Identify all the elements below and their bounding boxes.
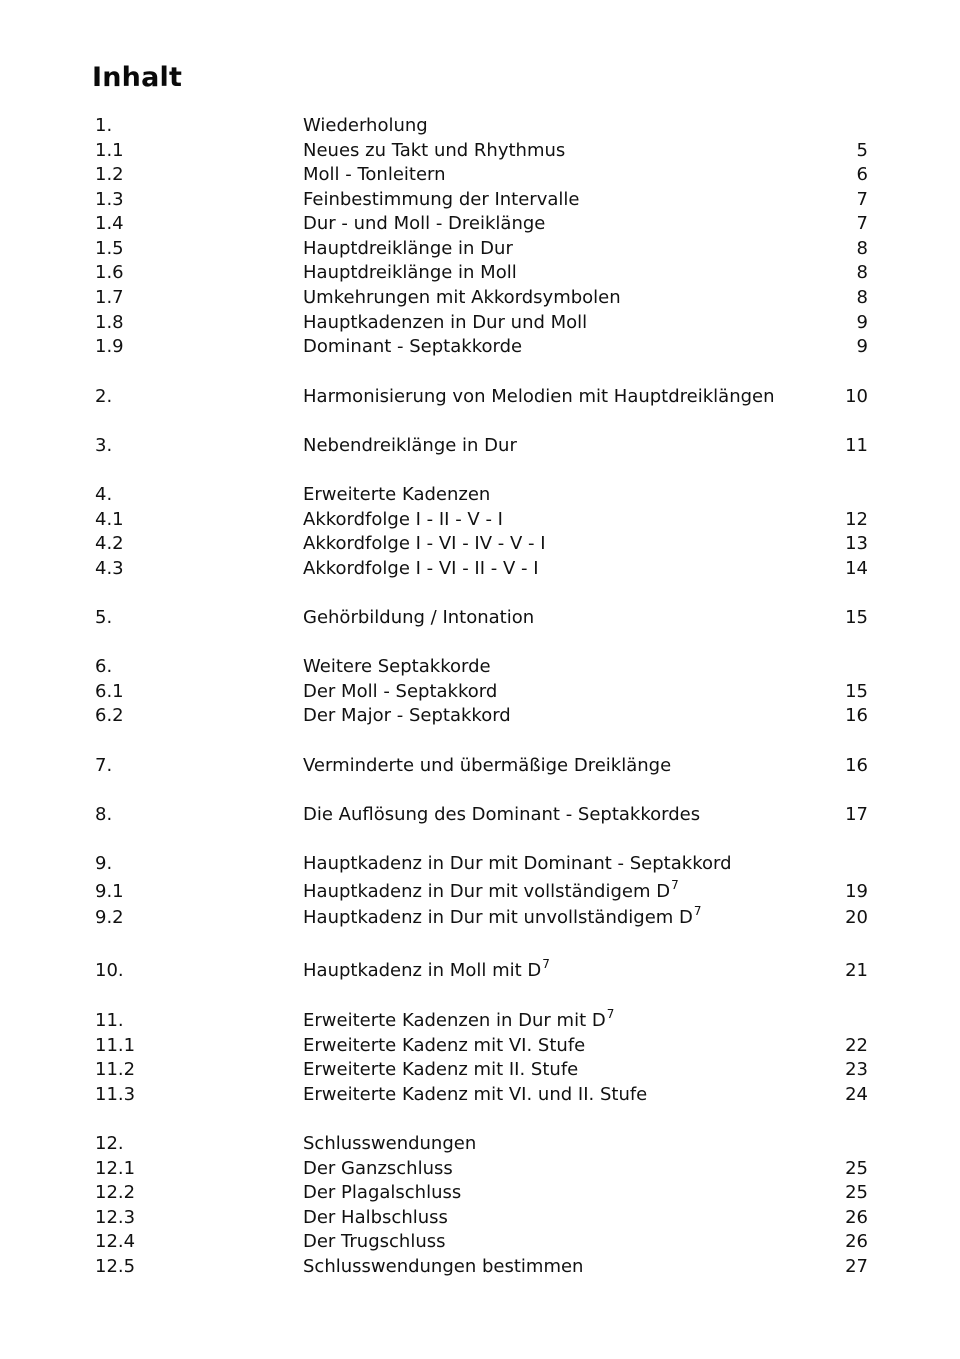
toc-entry-number: 3. xyxy=(95,435,113,456)
toc-entry-number: 4.3 xyxy=(95,558,124,579)
toc-entry-page-number: 24 xyxy=(845,1084,868,1105)
toc-entry-page-number: 11 xyxy=(845,435,868,456)
toc-entry xyxy=(0,1255,960,1279)
toc-entry-number: 5. xyxy=(95,607,113,628)
toc-entry-page-number: 8 xyxy=(856,238,868,259)
toc-entry-number: 11.1 xyxy=(95,1035,136,1056)
toc-entry-number: 6. xyxy=(95,656,113,677)
toc-entry-title: Der Trugschluss xyxy=(303,1231,446,1252)
toc-entry-title: Erweiterte Kadenz mit VI. Stufe xyxy=(303,1035,586,1056)
toc-entry xyxy=(0,434,960,458)
toc-entry-title: Hauptkadenz in Dur mit Dominant - Septakkord xyxy=(303,853,732,874)
toc-entry-title: Schlusswendungen bestimmen xyxy=(303,1256,584,1277)
toc-entry-title: Hauptdreiklänge in Dur xyxy=(303,238,513,259)
toc-entry-title: Akkordfolge I - II - V - I xyxy=(303,509,503,530)
toc-entry-number: 12. xyxy=(95,1133,124,1154)
toc-entry-title: Hauptkadenzen in Dur und Moll xyxy=(303,312,588,333)
toc-entry-page-number: 15 xyxy=(845,681,868,702)
toc-entry-title: Akkordfolge I - VI - II - V - I xyxy=(303,558,539,579)
toc-entry-title: Hauptdreiklänge in Moll xyxy=(303,262,517,283)
toc-entry-number: 4. xyxy=(95,484,113,505)
toc-entry-number: 8. xyxy=(95,804,113,825)
toc-entry xyxy=(0,959,960,983)
toc-entry-title: Erweiterte Kadenz mit II. Stufe xyxy=(303,1059,579,1080)
toc-entry-page-number: 14 xyxy=(845,558,868,579)
toc-entry xyxy=(0,335,960,359)
toc-entry-title: Der Ganzschluss xyxy=(303,1158,453,1179)
toc-entry-title: Erweiterte Kadenzen in Dur mit $D^7$ xyxy=(303,1007,615,1031)
toc-entry xyxy=(0,704,960,728)
toc-entry xyxy=(0,1230,960,1254)
toc-entry xyxy=(0,1132,960,1156)
toc-entry-page-number: 25 xyxy=(845,1182,868,1203)
toc-entry-number: 12.1 xyxy=(95,1158,136,1179)
toc-entry xyxy=(0,286,960,310)
toc-entry-superscript: 7 xyxy=(671,878,679,892)
toc-entry-page-number: 21 xyxy=(845,960,868,981)
toc-entry-title: Wiederholung xyxy=(303,115,428,136)
toc-entry xyxy=(0,139,960,163)
toc-entry xyxy=(0,606,960,630)
toc-entry-title: Die Auflösung des Dominant - Septakkordes xyxy=(303,804,701,825)
toc-entry-page-number: 7 xyxy=(856,189,868,210)
toc-entry xyxy=(0,880,960,904)
toc-entry-number: 9.2 xyxy=(95,907,124,928)
toc-entry xyxy=(0,508,960,532)
toc-entry-number: 6.2 xyxy=(95,705,124,726)
toc-entry-number: 12.4 xyxy=(95,1231,136,1252)
toc-entry-page-number: 19 xyxy=(845,881,868,902)
toc-entry-page-number: 9 xyxy=(856,312,868,333)
toc-entry xyxy=(0,1034,960,1058)
toc-entry xyxy=(0,163,960,187)
toc-entry-number: 6.1 xyxy=(95,681,124,702)
toc-entry xyxy=(0,1083,960,1107)
toc-entry xyxy=(0,1157,960,1181)
toc-entry-title: Schlusswendungen xyxy=(303,1133,477,1154)
toc-entry-number: 1.9 xyxy=(95,336,124,357)
toc-entry-number: 9. xyxy=(95,853,113,874)
toc-entry-number: 1.2 xyxy=(95,164,124,185)
toc-entry xyxy=(0,1181,960,1205)
toc-entry-number: 4.1 xyxy=(95,509,124,530)
toc-entry-title: Akkordfolge I - VI - IV - V - I xyxy=(303,533,546,554)
toc-entry-page-number: 7 xyxy=(856,213,868,234)
toc-entry-title: Gehörbildung / Intonation xyxy=(303,607,535,628)
toc-entry-page-number: 26 xyxy=(845,1207,868,1228)
toc-entry-title: Dominant - Septakkorde xyxy=(303,336,523,357)
toc-entry xyxy=(0,212,960,236)
toc-entry-title: Hauptkadenz in Moll mit $D^7$ xyxy=(303,957,550,981)
toc-entry xyxy=(0,188,960,212)
toc-entry-title: Hauptkadenz in Dur mit vollständigem $D^7$ xyxy=(303,878,679,902)
toc-entry-number: 1.5 xyxy=(95,238,124,259)
toc-entry-page-number: 16 xyxy=(845,705,868,726)
toc-entry xyxy=(0,483,960,507)
toc-entry xyxy=(0,261,960,285)
toc-entry-number: 1.3 xyxy=(95,189,124,210)
toc-entry-title: Umkehrungen mit Akkordsymbolen xyxy=(303,287,621,308)
toc-entry-superscript: 7 xyxy=(542,957,550,971)
toc-entry-page-number: 6 xyxy=(856,164,868,185)
toc-entry-title: Erweiterte Kadenzen xyxy=(303,484,491,505)
toc-entry xyxy=(0,1206,960,1230)
toc-entry-title: Feinbestimmung der Intervalle xyxy=(303,189,580,210)
toc-entry-page-number: 15 xyxy=(845,607,868,628)
toc-entry-number: 1.6 xyxy=(95,262,124,283)
toc-entry-title: Erweiterte Kadenz mit VI. und II. Stufe xyxy=(303,1084,648,1105)
toc-entry-number: 1.4 xyxy=(95,213,124,234)
toc-entry xyxy=(0,385,960,409)
toc-entry-page-number: 13 xyxy=(845,533,868,554)
toc-entry-number: 1. xyxy=(95,115,113,136)
toc-entry-page-number: 5 xyxy=(856,140,868,161)
toc-entry xyxy=(0,655,960,679)
toc-entry-number: 1.7 xyxy=(95,287,124,308)
toc-entry-number: 10. xyxy=(95,960,124,981)
toc-entry-superscript: 7 xyxy=(606,1007,615,1021)
toc-entry-page-number: 25 xyxy=(845,1158,868,1179)
toc-entry xyxy=(0,311,960,335)
toc-entry xyxy=(0,906,960,930)
toc-entry-number: 12.2 xyxy=(95,1182,136,1203)
toc-entry-number: 11. xyxy=(95,1010,124,1031)
toc-entry-title: Weitere Septakkorde xyxy=(303,656,491,677)
toc-entry xyxy=(0,1009,960,1033)
toc-entry-page-number: 27 xyxy=(845,1256,868,1277)
page-title: Inhalt xyxy=(92,62,183,93)
toc-entry-title: Der Plagalschluss xyxy=(303,1182,462,1203)
toc-entry xyxy=(0,754,960,778)
toc-entry-page-number: 10 xyxy=(845,386,868,407)
toc-entry-title: Der Major - Septakkord xyxy=(303,705,511,726)
toc-entry-number: 11.2 xyxy=(95,1059,136,1080)
toc-entry-title: Der Halbschluss xyxy=(303,1207,448,1228)
toc-entry-page-number: 20 xyxy=(845,907,868,928)
toc-entry-title: Verminderte und übermäßige Dreiklänge xyxy=(303,755,672,776)
toc-entry-number: 1.8 xyxy=(95,312,124,333)
toc-entry-page-number: 9 xyxy=(856,336,868,357)
toc-entry-number: 7. xyxy=(95,755,113,776)
toc-entry-title: Harmonisierung von Melodien mit Hauptdreiklängen xyxy=(303,386,775,407)
toc-entry-page-number: 8 xyxy=(856,262,868,283)
toc-entry-title: Dur - und Moll - Dreiklänge xyxy=(303,213,546,234)
toc-entry-number: 9.1 xyxy=(95,881,124,902)
toc-entry-number: 12.5 xyxy=(95,1256,136,1277)
toc-entry-number: 11.3 xyxy=(95,1084,136,1105)
toc-entry xyxy=(0,803,960,827)
toc-entry-number: 12.3 xyxy=(95,1207,136,1228)
toc-entry-page-number: 12 xyxy=(845,509,868,530)
toc-entry-number: 1.1 xyxy=(95,140,124,161)
toc-entry-number: 2. xyxy=(95,386,113,407)
toc-entry xyxy=(0,852,960,876)
toc-entry-page-number: 26 xyxy=(845,1231,868,1252)
toc-entry xyxy=(0,114,960,138)
toc-entry-page-number: 17 xyxy=(845,804,868,825)
toc-entry-page-number: 16 xyxy=(845,755,868,776)
toc-entry xyxy=(0,1058,960,1082)
toc-entry-page-number: 8 xyxy=(856,287,868,308)
toc-entry-title: Moll - Tonleitern xyxy=(303,164,446,185)
toc-entry xyxy=(0,532,960,556)
toc-entry xyxy=(0,680,960,704)
toc-entry-page-number: 22 xyxy=(845,1035,868,1056)
toc-entry-title: Hauptkadenz in Dur mit unvollständigem $D^7$ xyxy=(303,904,702,928)
toc-entry xyxy=(0,557,960,581)
toc-entry-title: Nebendreiklänge in Dur xyxy=(303,435,517,456)
toc-entry-superscript: 7 xyxy=(693,904,702,918)
toc-entry-number: 4.2 xyxy=(95,533,124,554)
toc-entry-page-number: 23 xyxy=(845,1059,868,1080)
toc-entry xyxy=(0,237,960,261)
toc-entry-title: Neues zu Takt und Rhythmus xyxy=(303,140,566,161)
toc-entry-title: Der Moll - Septakkord xyxy=(303,681,498,702)
